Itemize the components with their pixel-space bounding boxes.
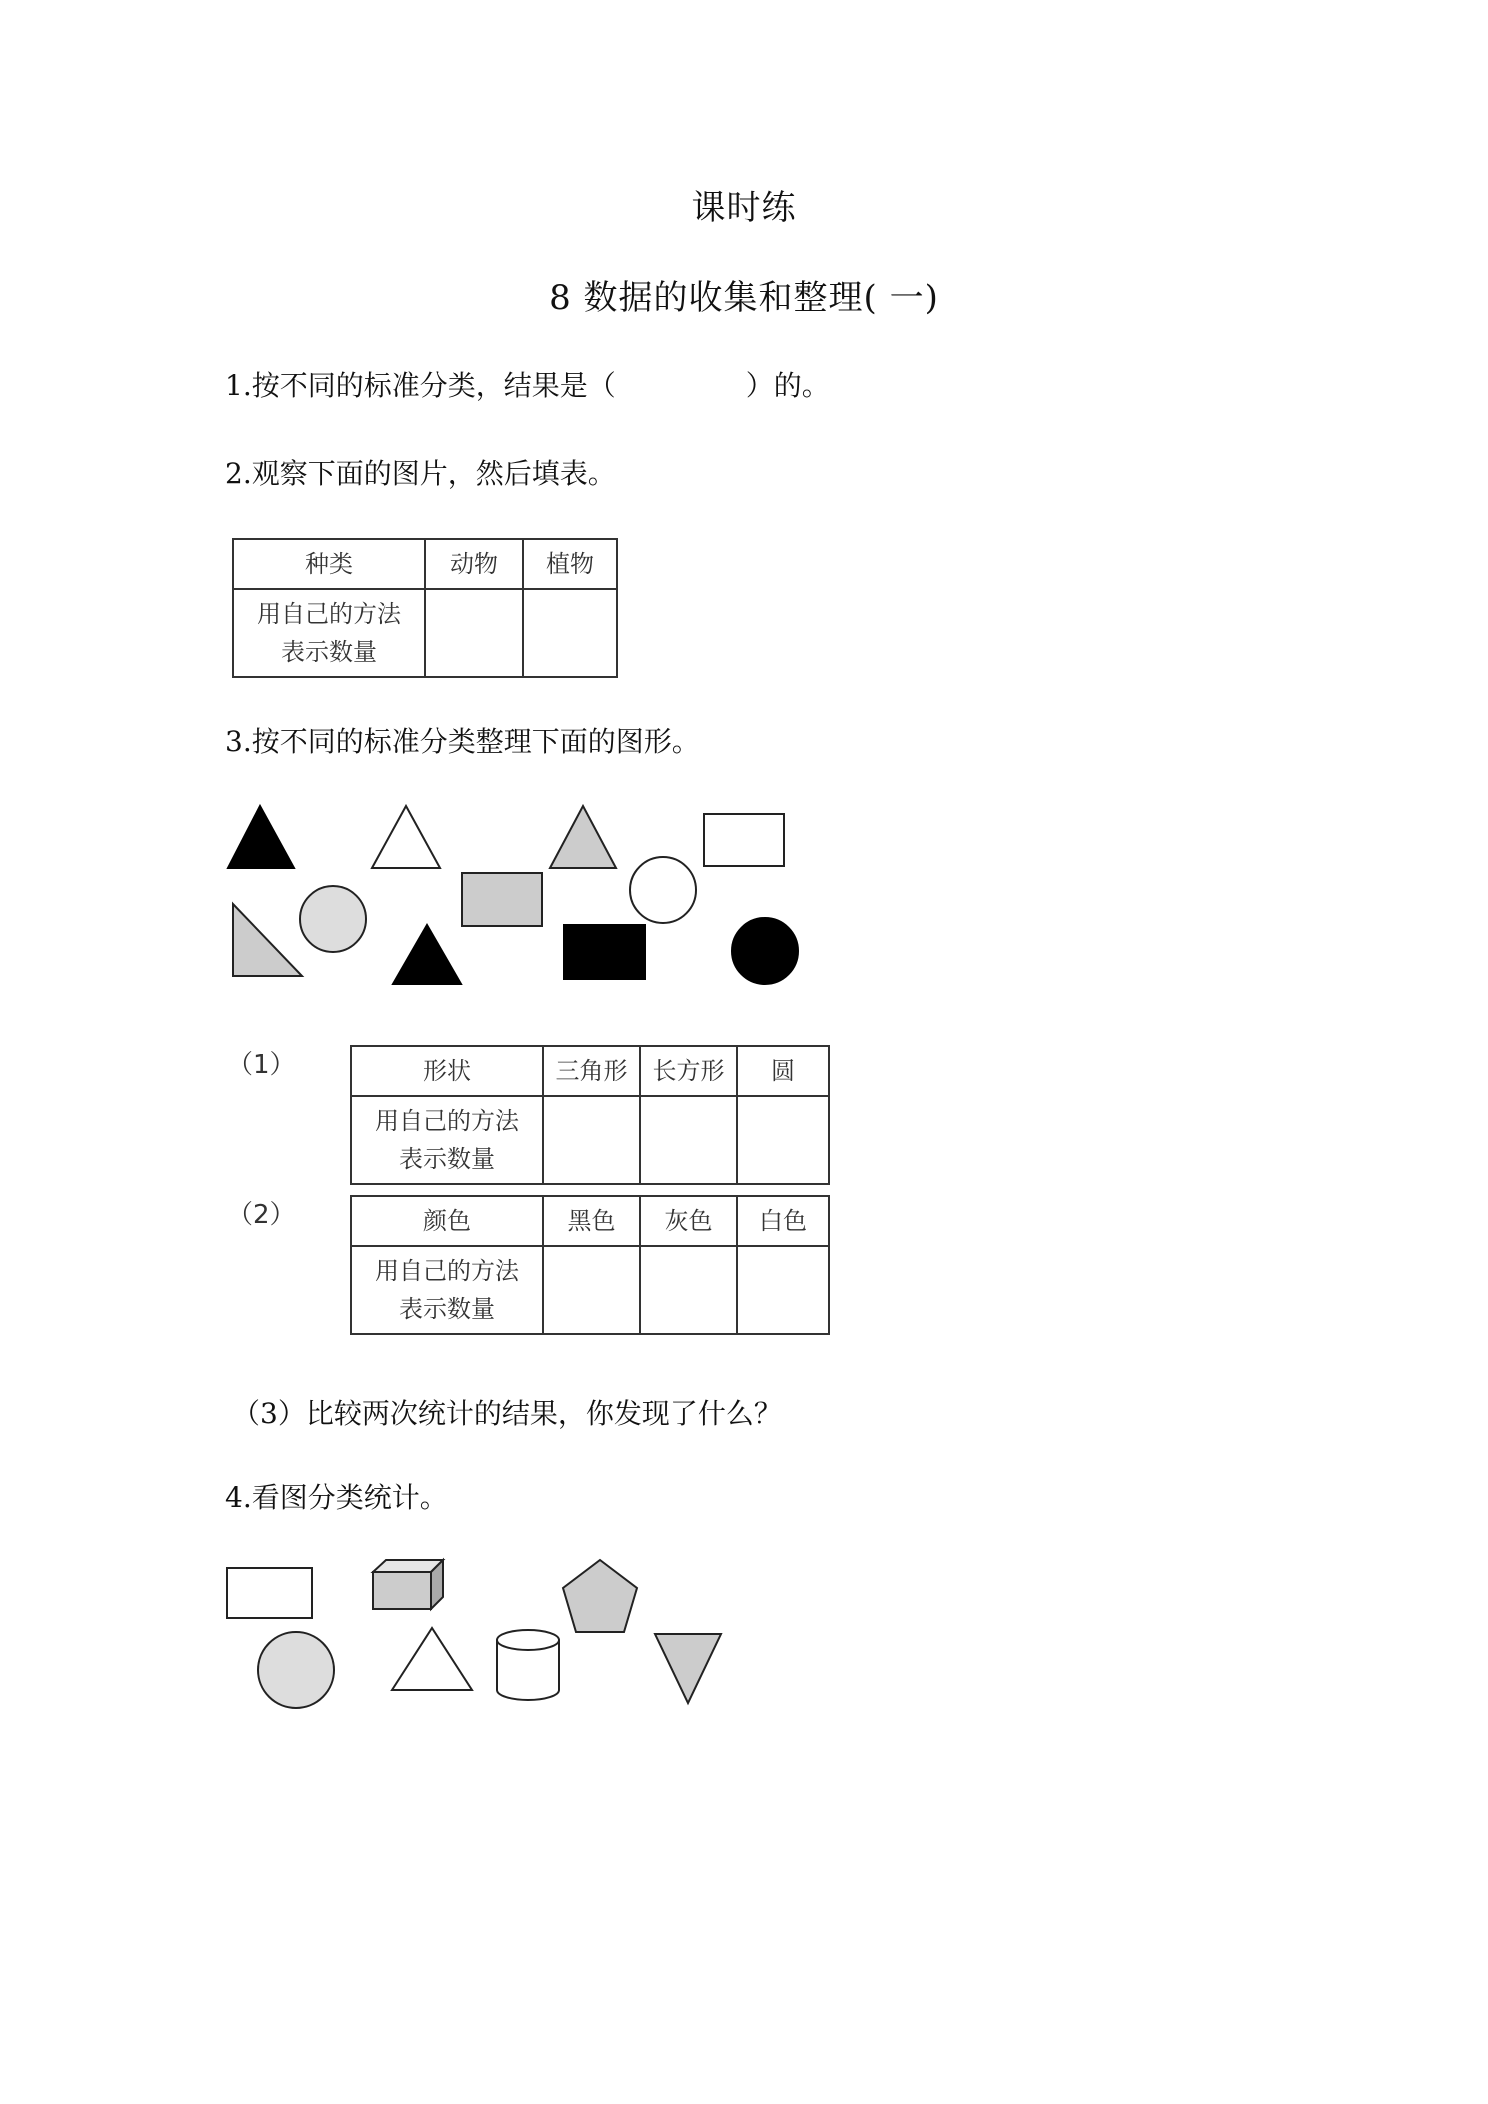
row-label: 用自己的方法 表示数量 — [233, 589, 425, 677]
gray-rectangle — [462, 873, 542, 926]
row-label: 用自己的方法 表示数量 — [351, 1246, 543, 1334]
table-header-cell: 圆 — [737, 1046, 829, 1096]
part-2-label: （2） — [227, 1200, 296, 1230]
color-table — [350, 1195, 830, 1335]
table-header-cell: 动物 — [425, 539, 523, 589]
white-rectangle — [704, 814, 784, 866]
black-rectangle — [564, 925, 645, 979]
question-2: 2.观察下面的图片，然后填表。 — [225, 457, 616, 490]
question-1-text-before: 1.按不同的标准分类，结果是（ — [225, 369, 616, 402]
question-3-part-3: （3）比较两次统计的结果，你发现了什么？ — [232, 1397, 782, 1430]
gray-circle — [258, 1632, 334, 1708]
white-triangle — [392, 1628, 472, 1690]
table-header-cell: 白色 — [737, 1196, 829, 1246]
gray-right-triangle — [233, 904, 302, 976]
black-circle — [732, 918, 798, 984]
table-header-cell: 三角形 — [543, 1046, 640, 1096]
part-1-label: （1） — [227, 1050, 296, 1080]
worksheet-title: 课时练 — [691, 188, 797, 228]
black-triangle — [393, 925, 461, 984]
gray-circle — [300, 886, 366, 952]
answer-cell[interactable] — [640, 1096, 737, 1184]
table-header-cell: 长方形 — [640, 1046, 737, 1096]
gray-cuboid — [373, 1560, 443, 1609]
gray-inverted-triangle — [655, 1634, 721, 1703]
answer-cell[interactable] — [737, 1096, 829, 1184]
question-4: 4.看图分类统计。 — [225, 1481, 448, 1514]
table-header-cell: 灰色 — [640, 1196, 737, 1246]
question-1-text-after: ）的。 — [745, 369, 830, 402]
answer-cell[interactable] — [640, 1246, 737, 1334]
answer-cell[interactable] — [543, 1096, 640, 1184]
answer-cell[interactable] — [543, 1246, 640, 1334]
gray-pentagon — [563, 1560, 637, 1632]
shape-table — [350, 1045, 830, 1185]
white-circle — [630, 857, 696, 923]
answer-cell[interactable] — [737, 1246, 829, 1334]
white-rectangle — [227, 1568, 312, 1618]
white-triangle — [372, 806, 440, 868]
white-cylinder — [497, 1630, 559, 1700]
table-header-cell: 黑色 — [543, 1196, 640, 1246]
gray-triangle — [550, 806, 616, 868]
worksheet-subtitle: 8 数据的收集和整理( 一) — [549, 278, 939, 318]
row-label: 用自己的方法 表示数量 — [351, 1096, 543, 1184]
question-3: 3.按不同的标准分类整理下面的图形。 — [225, 725, 700, 758]
table-header-cell: 植物 — [523, 539, 617, 589]
table-header-cell: 种类 — [233, 539, 425, 589]
black-triangle — [228, 806, 294, 868]
table-header-cell: 形状 — [351, 1046, 543, 1096]
table-header-cell: 颜色 — [351, 1196, 543, 1246]
